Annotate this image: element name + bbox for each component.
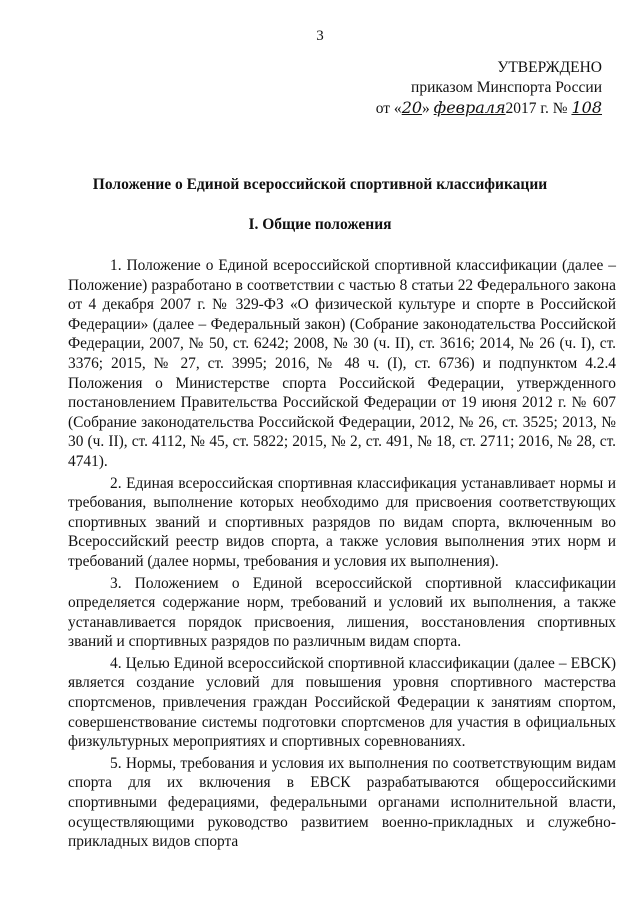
order-line: приказом Минспорта России [411,79,602,96]
paragraph: 3. Положением о Единой всероссийской спортивной классификации определяется содержание норм, требований и условий их выполнения, а также устанавливается порядок присвоения, лишения, восстановления спортивных званий и спортивных разрядов по различным видам спорта. [68,574,616,651]
date-month: февраля [433,98,506,117]
section-title: I. Общие положения [248,216,392,233]
order-date-line [342,98,602,119]
paragraph: 4. Целью Единой всероссийской спортивной классификации (далее – ЕВСК) является создание условий для повышения уровня спортивного мастерства спортсменов, привлечения граждан Российской Федерации к занятиям спортом, совершенствование системы подготовки спортсменов для участия в официальных физкультурных мероприятиях и спортивных соревнованиях. [68,654,616,751]
date-day: 20 [401,98,423,117]
page-number: 3 [316,28,324,44]
paragraph: 1. Положение о Единой всероссийской спортивной классификации (далее – Положение) разработано в соответствии с частью 8 статьи 22 Федерального закона от 4 декабря 2007 г. № 329-ФЗ «О физической культуре и спорте в Российской Федерации» (далее – Федеральный закон) (Собрание законодательства Российской Федерации, 2007, № 50, ст. 6242; 2008, № 30 (ч. II), ст. 3616; 2014, № 26 (ч. I), ст. 3376; 2015, № 27, ст. 3995; 2016, № 48 ч. (I), ст. 6736) и подпунктом 4.2.4 Положения о Министерстве спорта Российской Федерации, утвержденного постановлением Правительства Российской Федерации от 19 июня 2012 г. № 607 (Собрание законодательства Российской Федерации, 2012, № 26, ст. 3525; 2013, № 30 (ч. II), ст. 4112, № 45, ст. 5822; 2015, № 2, ст. 491, № 18, ст. 2711; 2016, № 28, ст. 4741). [68,257,616,470]
date-year: 2017 г. № [505,100,572,117]
approved-label: УТВЕРЖДЕНО [497,59,602,76]
approval-stamp [342,58,602,119]
document-body [68,256,616,854]
paragraph: 5. Нормы, требования и условия их выполнения по соответствующим видам спорта для их включения в ЕВСК разрабатываются общероссийскими спортивными федерациями, федеральными органами исполнительной власти, осуществляющими руководство развитием военно-прикладных и служебно-прикладных видов спорта [68,754,616,851]
paragraph: 2. Единая всероссийская спортивная классификация устанавливает нормы и требования, выполнение которых необходимо для присвоения соответствующих спортивных званий и спортивных разрядов по видам спорта, включенным во Всероссийский реестр видов спорта, а также условия выполнения этих норм и требований (далее нормы, требования и условия их выполнения). [68,474,616,570]
order-number: 108 [571,98,602,117]
document-title: Положение о Единой всероссийской спортивной классификации [92,176,548,193]
date-prefix: от « [375,100,402,117]
date-mid: » [422,100,434,117]
